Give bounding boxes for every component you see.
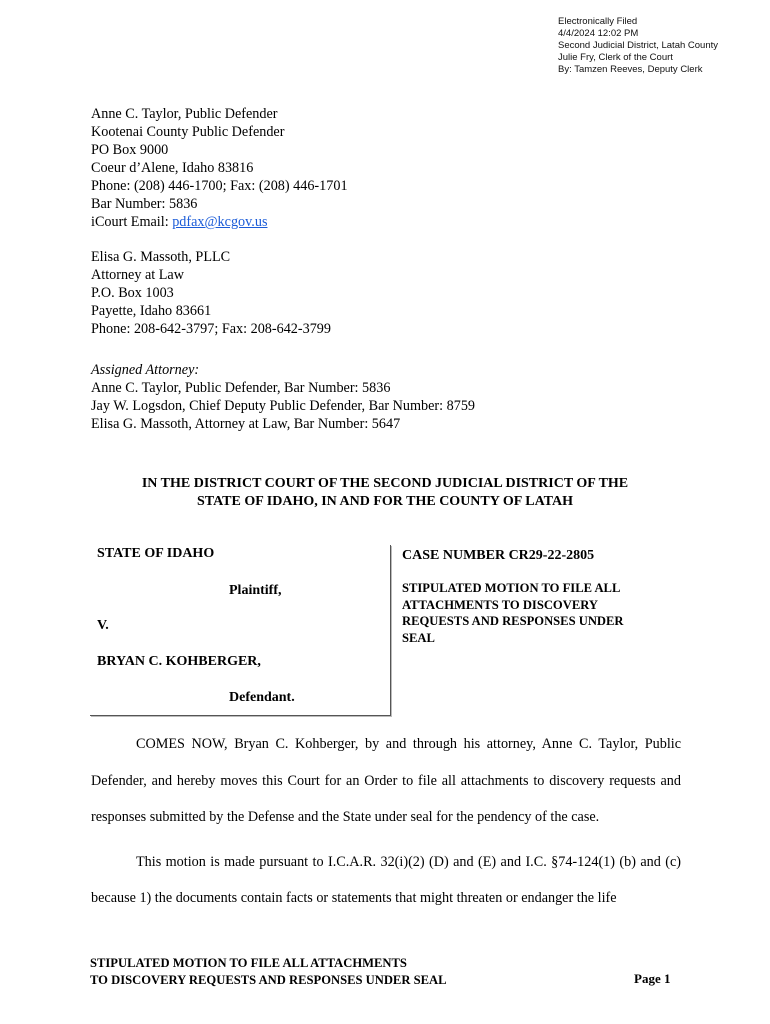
attorney-name: Elisa G. Massoth, PLLC [91,249,231,265]
attorney-phone: Phone: (208) 446-1700; Fax: (208) 446-1701 [91,178,348,194]
case-number: CASE NUMBER CR29-22-2805 [402,548,595,563]
case-caption-details [402,545,672,646]
attorney-office: Kootenai County Public Defender [91,124,285,140]
assigned-line: Jay W. Logsdon, Chief Deputy Public Defender, Bar Number: 8759 [91,398,476,414]
defendant-role: Defendant. [229,690,295,705]
attorney-block-taylor [91,105,348,231]
motion-title-line: STIPULATED MOTION TO FILE ALL [402,581,621,595]
stamp-line: 4/4/2024 12:02 PM [558,28,639,39]
defendant-name: BRYAN C. KOHBERGER, [97,654,261,669]
stamp-line: Julie Fry, Clerk of the Court [558,52,673,63]
stamp-line: Second Judicial District, Latah County [558,40,718,51]
court-heading-line: STATE OF IDAHO, IN AND FOR THE COUNTY OF LATAH [197,494,573,509]
attorney-phone: Phone: 208-642-3797; Fax: 208-642-3799 [91,321,331,337]
stamp-line: By: Tamzen Reeves, Deputy Clerk [558,64,703,75]
attorney-title: Attorney at Law [91,267,184,283]
filing-stamp [558,16,718,76]
attorney-city: Coeur d’Alene, Idaho 83816 [91,160,254,176]
footer-title-line: STIPULATED MOTION TO FILE ALL ATTACHMENTS [90,956,407,970]
case-caption-parties [90,545,391,716]
email-link[interactable]: pdfax@kcgov.us [172,214,268,230]
attorney-po-box: PO Box 9000 [91,142,169,158]
motion-title-line: REQUESTS AND RESPONSES UNDER [402,614,624,628]
court-heading [90,475,680,511]
email-label: iCourt Email: [91,214,173,230]
assigned-heading: Assigned Attorney: [91,362,200,378]
attorney-city: Payette, Idaho 83661 [91,303,212,319]
attorney-email-line [91,213,348,231]
motion-title [402,580,672,646]
motion-title-line: SEAL [402,630,435,645]
page-number: Page 1 [634,971,671,986]
footer-title-line: TO DISCOVERY REQUESTS AND RESPONSES UNDER SEAL [90,972,447,987]
assigned-attorney-block [91,361,475,433]
assigned-line: Elisa G. Massoth, Attorney at Law, Bar Number: 5647 [91,416,401,432]
attorney-bar-number: Bar Number: 5836 [91,196,198,212]
attorney-po-box: P.O. Box 1003 [91,285,174,301]
plaintiff-role: Plaintiff, [229,583,282,598]
plaintiff-name: STATE OF IDAHO [97,546,215,561]
versus-label: V. [97,618,109,633]
court-heading-line: IN THE DISTRICT COURT OF THE SECOND JUDICIAL DISTRICT OF THE [141,476,629,491]
attorney-name: Anne C. Taylor, Public Defender [91,106,278,122]
stamp-line: Electronically Filed [558,16,638,27]
motion-title-line: ATTACHMENTS TO DISCOVERY [402,597,598,612]
body-paragraph: COMES NOW, Bryan C. Kohberger, by and through his attorney, Anne C. Taylor, Public Defender, and hereby moves this Court for an Order to file all attachments to discovery requests and responses submitted by the Defense and the State under seal for the pendency of the case. [91,736,681,825]
motion-body [91,726,681,917]
assigned-line: Anne C. Taylor, Public Defender, Bar Number: 5836 [91,380,391,396]
page-footer [90,955,446,988]
body-paragraph: This motion is made pursuant to I.C.A.R. 32(i)(2) (D) and (E) and I.C. §74-124(1) (b) and (c) because 1) the documents contain facts or statements that might threaten or endanger the life [91,853,681,906]
attorney-block-massoth [91,248,331,338]
